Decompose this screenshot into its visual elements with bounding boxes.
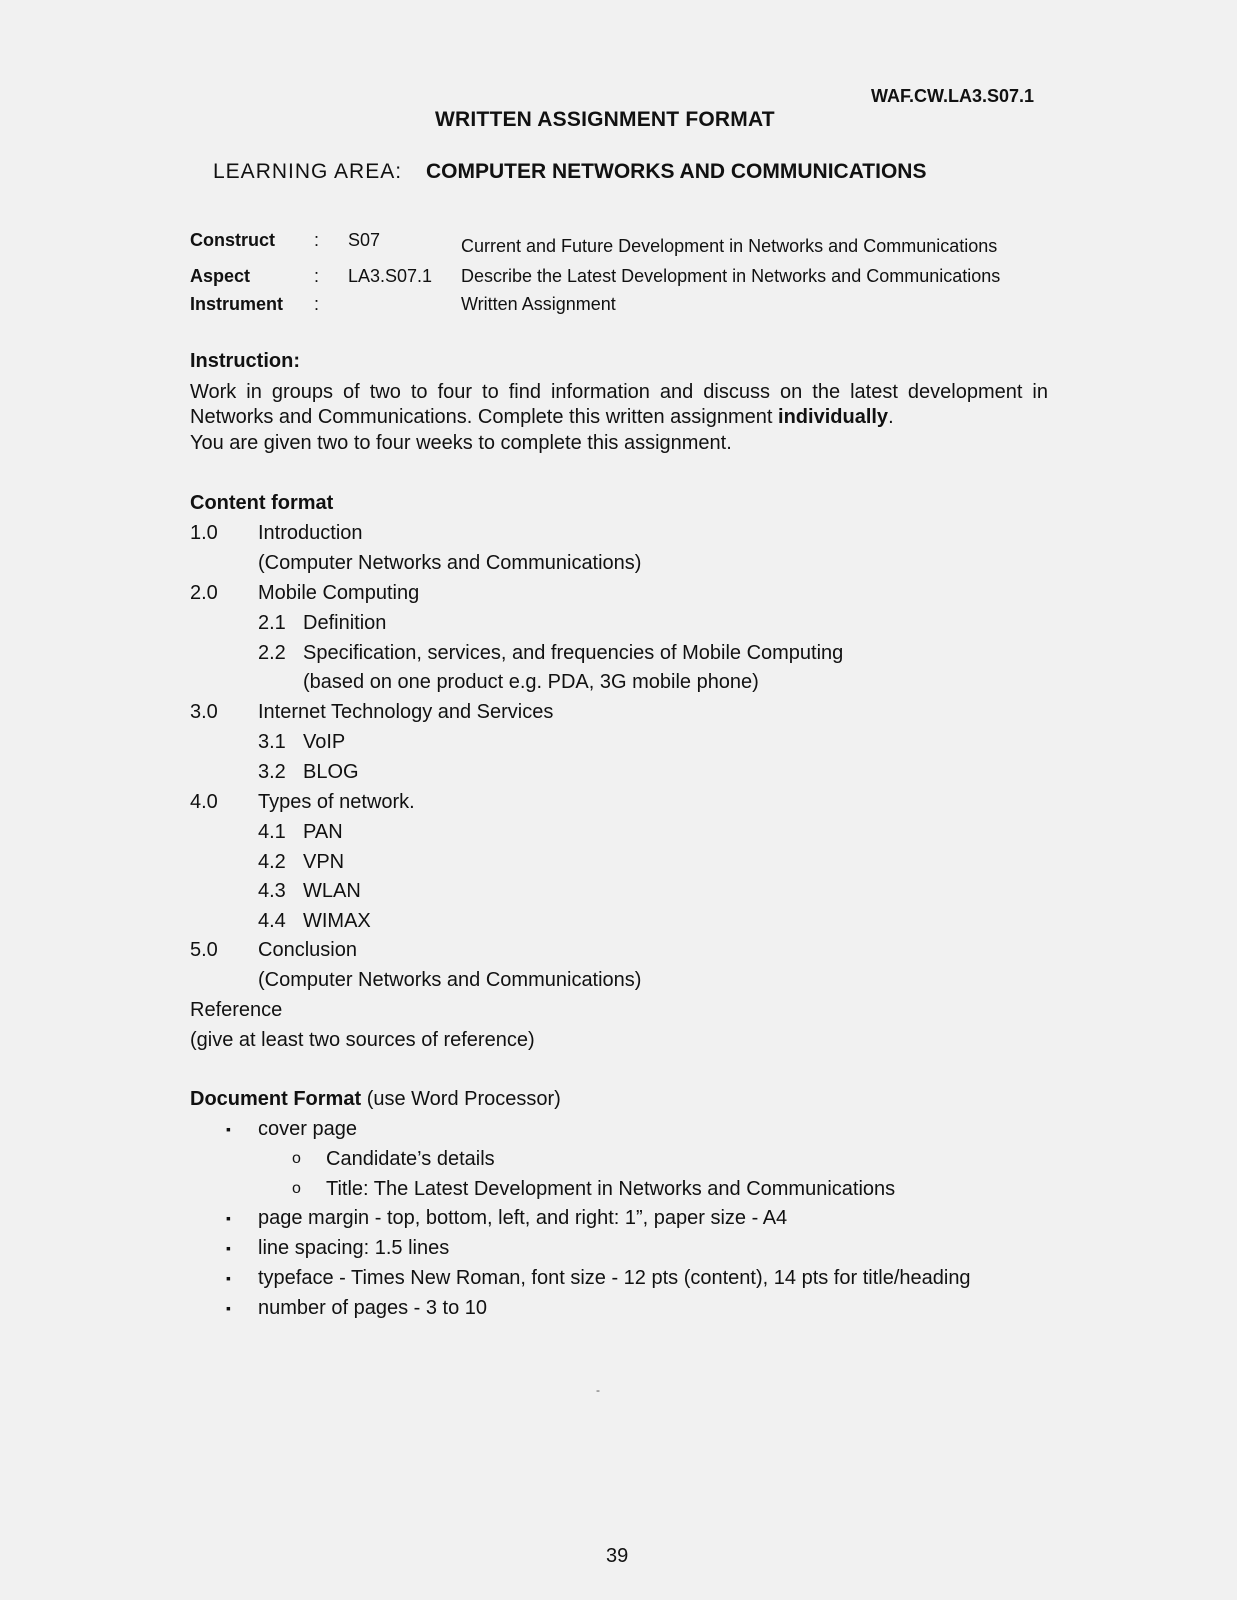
- aspect-code: LA3.S07.1: [348, 266, 433, 286]
- toc-sub-num: 4.4: [258, 910, 286, 932]
- toc-sub-text: BLOG: [303, 761, 359, 783]
- page-number: 39: [606, 1545, 629, 1567]
- construct-code: S07: [348, 230, 381, 250]
- toc-sub-num: 4.2: [258, 851, 286, 873]
- learning-area-label: LEARNING AREA:: [213, 160, 403, 183]
- toc-text: Types of network.: [258, 791, 415, 813]
- construct-colon: :: [314, 230, 320, 250]
- toc-text: Mobile Computing: [258, 582, 420, 604]
- square-bullet-icon: ▪: [226, 1300, 231, 1316]
- doc-code: WAF.CW.LA3.S07.1: [871, 86, 1035, 106]
- square-bullet-icon: ▪: [226, 1210, 231, 1226]
- construct-desc: Current and Future Development in Networks and Communications: [461, 236, 998, 256]
- toc-sub-num: 4.1: [258, 821, 286, 843]
- toc-text: Internet Technology and Services: [258, 701, 554, 723]
- toc-text: Introduction: [258, 522, 363, 544]
- toc-text: (Computer Networks and Communications): [258, 969, 642, 991]
- instrument-label: Instrument: [190, 294, 284, 314]
- instrument-colon: :: [314, 294, 320, 314]
- reference-label: Reference: [190, 999, 283, 1021]
- footer-dash: -: [596, 1383, 600, 1397]
- sub-bullet-text: Candidate’s details: [326, 1148, 495, 1170]
- learning-area-value: COMPUTER NETWORKS AND COMMUNICATIONS: [426, 160, 927, 183]
- bullet-text: cover page: [258, 1118, 357, 1140]
- toc-text: (Computer Networks and Communications): [258, 552, 642, 574]
- bullet-text: line spacing: 1.5 lines: [258, 1237, 450, 1259]
- toc-num: 4.0: [190, 791, 218, 813]
- toc-num: 2.0: [190, 582, 218, 604]
- circle-bullet-icon: o: [292, 1150, 301, 1167]
- document-format-rest: (use Word Processor): [366, 1088, 561, 1110]
- content-format-heading: Content format: [190, 492, 334, 514]
- toc-text: Conclusion: [258, 939, 357, 961]
- aspect-colon: :: [314, 266, 320, 286]
- square-bullet-icon: ▪: [226, 1240, 231, 1256]
- circle-bullet-icon: o: [292, 1180, 301, 1197]
- document-format-bold: Document Format: [190, 1088, 362, 1110]
- instruction-text-end: .: [888, 406, 894, 428]
- instruction-line2: You are given two to four weeks to complete this assignment.: [190, 432, 732, 454]
- toc-sub-text: Definition: [303, 612, 387, 634]
- instruction-bold: individually: [778, 406, 889, 428]
- toc-sub-text: VoIP: [303, 731, 346, 753]
- bullet-text: page margin - top, bottom, left, and right: 1”, paper size - A4: [258, 1207, 788, 1229]
- sub-bullet-text: Title: The Latest Development in Networks and Communications: [326, 1178, 896, 1200]
- toc-sub-text: PAN: [303, 821, 343, 843]
- toc-num: 3.0: [190, 701, 218, 723]
- instrument-desc: Written Assignment: [461, 294, 616, 314]
- toc-sub-num: 2.2: [258, 642, 286, 664]
- square-bullet-icon: ▪: [226, 1121, 231, 1137]
- toc-sub-num: 4.3: [258, 880, 286, 902]
- instruction-heading: Instruction:: [190, 350, 300, 372]
- aspect-label: Aspect: [190, 266, 251, 286]
- toc-num: 5.0: [190, 939, 218, 961]
- toc-sub-num: 3.1: [258, 731, 286, 753]
- toc-sub-text: VPN: [303, 851, 345, 873]
- construct-label: Construct: [190, 230, 275, 250]
- toc-sub-text: (based on one product e.g. PDA, 3G mobile phone): [303, 671, 759, 693]
- square-bullet-icon: ▪: [226, 1270, 231, 1286]
- toc-sub-num: 3.2: [258, 761, 286, 783]
- bullet-text: number of pages - 3 to 10: [258, 1297, 488, 1319]
- document-format-heading: [190, 1088, 561, 1111]
- toc-sub-text: WLAN: [303, 880, 361, 902]
- aspect-desc: Describe the Latest Development in Networks and Communications: [461, 266, 1001, 286]
- toc-sub-text: WIMAX: [303, 910, 371, 932]
- toc-sub-text: Specification, services, and frequencies of Mobile Computing: [303, 642, 844, 664]
- toc-num: 1.0: [190, 522, 218, 544]
- bullet-text: typeface - Times New Roman, font size - 12 pts (content), 14 pts for title/heading: [258, 1267, 971, 1289]
- instruction-paragraph: [190, 380, 1048, 430]
- page-title: WRITTEN ASSIGNMENT FORMAT: [435, 108, 775, 131]
- toc-sub-num: 2.1: [258, 612, 286, 634]
- instruction-text: Work in groups of two to four to find information and discuss on the latest development in Networks and Communications. Complete this written assignment: [190, 381, 1048, 428]
- reference-note: (give at least two sources of reference): [190, 1029, 535, 1051]
